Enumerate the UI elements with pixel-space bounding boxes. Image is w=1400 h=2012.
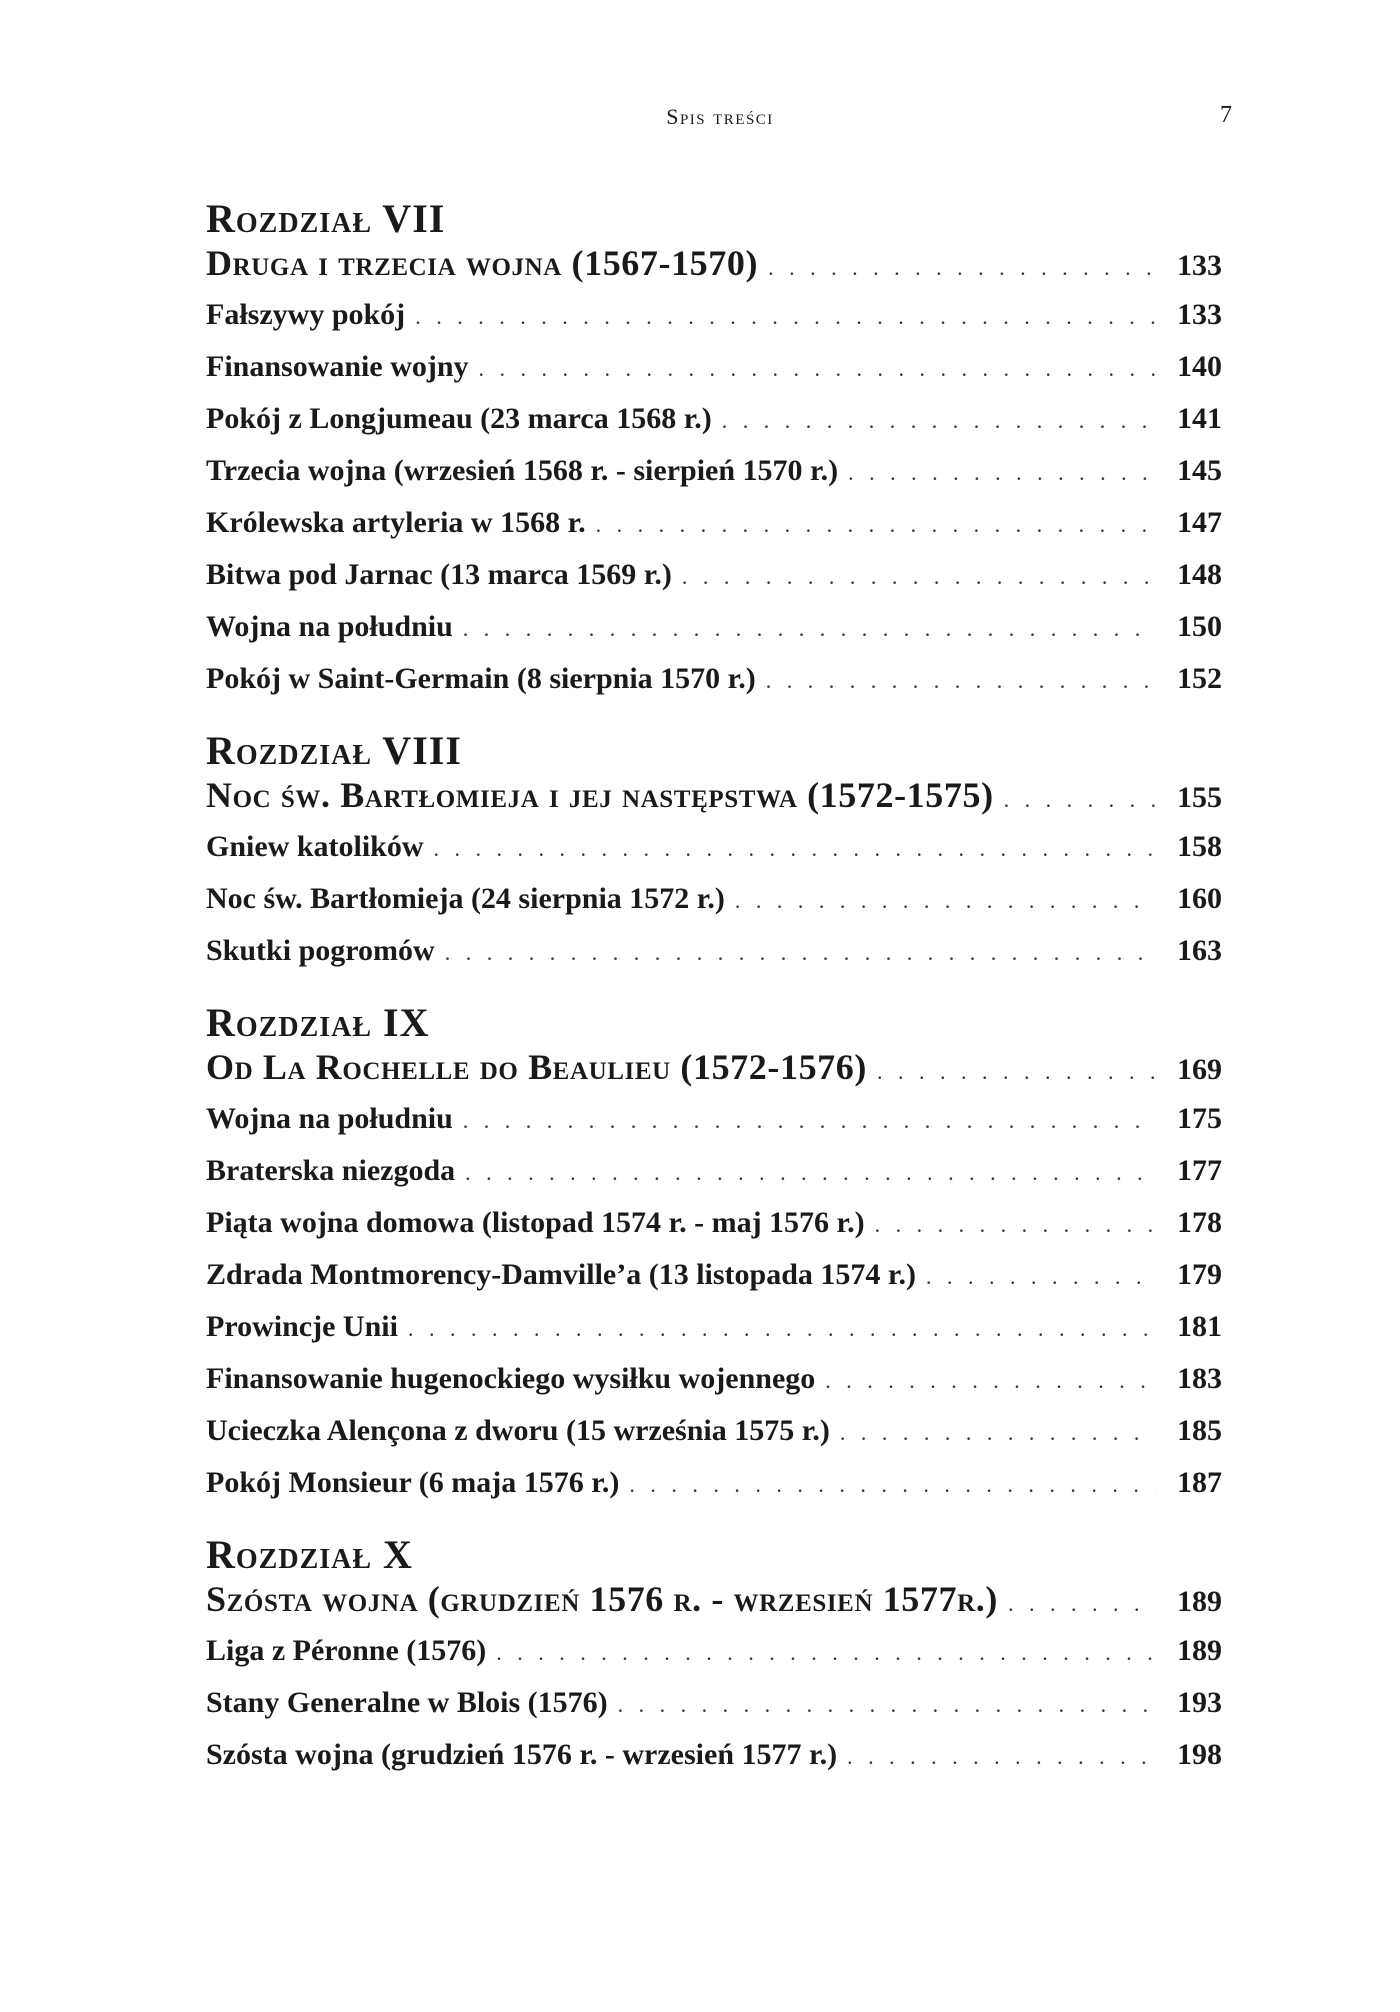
section-title: Noc św. Bartłomieja (24 sierpnia 1572 r.) [206, 882, 725, 915]
section-page-number: 178 [1177, 1206, 1222, 1239]
chapter-page-number: 169 [1177, 1053, 1222, 1086]
dot-leader [722, 408, 1156, 434]
section-title: Finansowanie hugenockiego wysiłku wojennego [206, 1362, 816, 1395]
chapter-number: Rozdział IX [206, 1000, 430, 1045]
chapter-block [206, 728, 1222, 986]
running-title: Spis treści [666, 104, 774, 129]
dot-leader [415, 304, 1156, 330]
dot-leader [848, 460, 1156, 486]
chapter-title: Od La Rochelle do Beaulieu (1572-1576) [206, 1047, 867, 1087]
section-title: Fałszywy pokój [206, 298, 406, 331]
chapter-page-number: 133 [1177, 249, 1222, 282]
section-page-number: 163 [1177, 934, 1222, 967]
section-page-number: 150 [1177, 610, 1222, 643]
dot-leader [766, 668, 1156, 694]
section-page-number: 158 [1177, 830, 1222, 863]
chapter-block [206, 1000, 1222, 1518]
chapter-title-row [206, 774, 1222, 822]
section-page-number: 181 [1177, 1310, 1222, 1343]
section-page-number: 160 [1177, 882, 1222, 915]
toc-entry [206, 454, 1222, 506]
toc-entry [206, 1206, 1222, 1258]
section-page-number: 177 [1177, 1154, 1222, 1187]
section-list [206, 298, 1222, 714]
section-title: Gniew katolików [206, 830, 424, 863]
dot-leader [465, 1160, 1156, 1186]
section-page-number: 189 [1177, 1634, 1222, 1667]
section-page-number: 187 [1177, 1466, 1222, 1499]
section-page-number: 179 [1177, 1258, 1222, 1291]
toc-entry [206, 1466, 1222, 1518]
dot-leader [768, 255, 1156, 281]
section-title: Wojna na południu [206, 610, 453, 643]
dot-leader [434, 836, 1156, 862]
dot-leader [629, 1472, 1156, 1498]
dot-leader [463, 1108, 1156, 1134]
section-list [206, 1102, 1222, 1518]
toc-entry [206, 882, 1222, 934]
dot-leader [926, 1264, 1156, 1290]
dot-leader [496, 1640, 1156, 1666]
section-page-number: 141 [1177, 402, 1222, 435]
dot-leader [735, 888, 1156, 914]
running-head [0, 102, 1400, 132]
toc-entry [206, 1686, 1222, 1738]
toc-entry [206, 558, 1222, 610]
section-title: Finansowanie wojny [206, 350, 469, 383]
toc-entry [206, 506, 1222, 558]
table-of-contents [206, 196, 1222, 1804]
chapter-page-number: 189 [1177, 1585, 1222, 1618]
section-title: Pokój w Saint-Germain (8 sierpnia 1570 r.) [206, 662, 756, 695]
chapter-number: Rozdział VII [206, 196, 446, 241]
section-page-number: 183 [1177, 1362, 1222, 1395]
section-page-number: 152 [1177, 662, 1222, 695]
section-page-number: 140 [1177, 350, 1222, 383]
dot-leader [596, 512, 1156, 538]
section-title: Piąta wojna domowa (listopad 1574 r. - maj 1576 r.) [206, 1206, 865, 1239]
section-title: Trzecia wojna (wrzesień 1568 r. - sierpień 1570 r.) [206, 454, 839, 487]
section-list [206, 830, 1222, 986]
chapter-title-row [206, 1578, 1222, 1626]
dot-leader [408, 1316, 1156, 1342]
section-title: Pokój z Longjumeau (23 marca 1568 r.) [206, 402, 712, 435]
section-title: Braterska niezgoda [206, 1154, 456, 1187]
section-title: Ucieczka Alençona z dworu (15 września 1575 r.) [206, 1414, 830, 1447]
chapter-block [206, 196, 1222, 714]
dot-leader [479, 356, 1156, 382]
section-page-number: 193 [1177, 1686, 1222, 1719]
section-title: Stany Generalne w Blois (1576) [206, 1686, 608, 1719]
chapter-title-row [206, 1046, 1222, 1094]
section-title: Liga z Péronne (1576) [206, 1634, 487, 1667]
dot-leader [463, 616, 1156, 642]
toc-entry [206, 662, 1222, 714]
dot-leader [875, 1212, 1156, 1238]
section-title: Skutki pogromów [206, 934, 435, 967]
toc-entry [206, 830, 1222, 882]
dot-leader [445, 940, 1156, 966]
dot-leader [840, 1420, 1156, 1446]
toc-entry [206, 1258, 1222, 1310]
section-page-number: 148 [1177, 558, 1222, 591]
chapter-number: Rozdział VIII [206, 728, 462, 773]
chapter-number: Rozdział X [206, 1532, 413, 1577]
section-page-number: 185 [1177, 1414, 1222, 1447]
section-title: Zdrada Montmorency-Damville’a (13 listopada 1574 r.) [206, 1258, 916, 1291]
toc-entry [206, 1154, 1222, 1206]
toc-entry [206, 1414, 1222, 1466]
dot-leader [1004, 787, 1156, 813]
page-number: 7 [1220, 102, 1232, 128]
section-page-number: 145 [1177, 454, 1222, 487]
toc-entry [206, 1634, 1222, 1686]
dot-leader [1008, 1591, 1156, 1617]
chapter-title: Szósta wojna (grudzień 1576 r. - wrzesień 1577r.) [206, 1579, 998, 1619]
toc-entry [206, 1738, 1222, 1790]
toc-entry [206, 1310, 1222, 1362]
dot-leader [877, 1059, 1156, 1085]
chapter-title: Druga i trzecia wojna (1567-1570) [206, 243, 759, 283]
toc-entry [206, 1102, 1222, 1154]
toc-entry [206, 1362, 1222, 1414]
toc-entry [206, 298, 1222, 350]
chapter-title: Noc św. Bartłomieja i jej następstwa (1572-1575) [206, 775, 994, 815]
chapter-title-row [206, 242, 1222, 290]
section-page-number: 198 [1177, 1738, 1222, 1771]
section-title: Bitwa pod Jarnac (13 marca 1569 r.) [206, 558, 672, 591]
toc-entry [206, 934, 1222, 986]
section-title: Królewska artyleria w 1568 r. [206, 506, 586, 539]
section-title: Wojna na południu [206, 1102, 453, 1135]
section-list [206, 1634, 1222, 1790]
chapter-page-number: 155 [1177, 781, 1222, 814]
toc-entry [206, 402, 1222, 454]
dot-leader [682, 564, 1156, 590]
section-page-number: 175 [1177, 1102, 1222, 1135]
dot-leader [847, 1744, 1156, 1770]
section-page-number: 133 [1177, 298, 1222, 331]
section-title: Pokój Monsieur (6 maja 1576 r.) [206, 1466, 620, 1499]
dot-leader [618, 1692, 1156, 1718]
section-title: Szósta wojna (grudzień 1576 r. - wrzesień 1577 r.) [206, 1738, 838, 1771]
toc-entry [206, 610, 1222, 662]
toc-entry [206, 350, 1222, 402]
section-title: Prowincje Unii [206, 1310, 398, 1343]
section-page-number: 147 [1177, 506, 1222, 539]
chapter-block [206, 1532, 1222, 1790]
dot-leader [825, 1368, 1156, 1394]
